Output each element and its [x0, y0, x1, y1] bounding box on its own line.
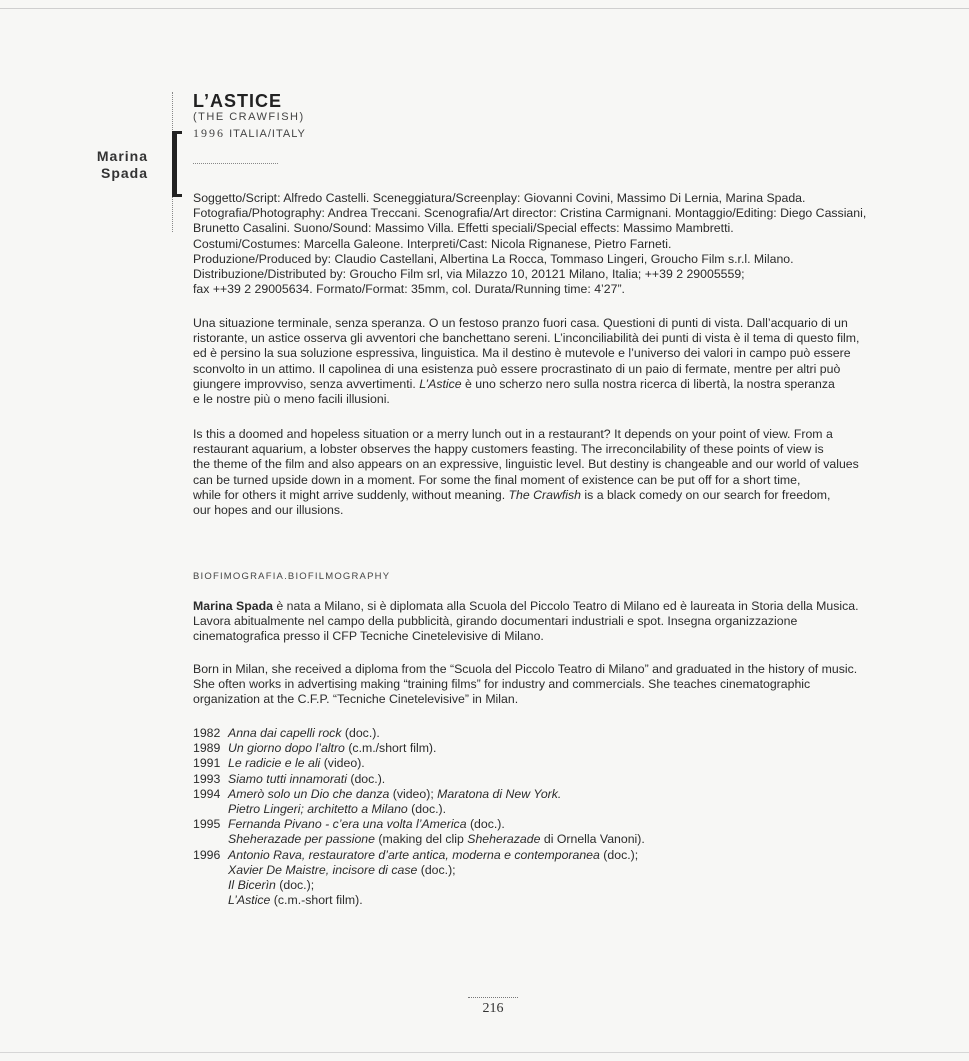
synopsis-text: while for others it might arrive suddenly, without meaning.	[193, 487, 509, 502]
bio-line: She often works in advertising making “training films” for industry and commercials. She teaches cinematographic	[193, 677, 811, 692]
filmography-title: Maratona di New York.	[437, 786, 562, 801]
credits-line: Fotografia/Photography: Andrea Treccani. Scenografia/Art director: Cristina Carmignani. Montaggio/Editing: Diego Cassiani,	[193, 206, 867, 221]
synopsis-line: ristorante, un astice osserva gli avventori che banchettano sereni. L’inconciliabilità dei punti di vista è il tema di questo film,	[193, 331, 860, 346]
filmography-entry	[193, 756, 913, 771]
page-number: 216	[482, 1001, 504, 1016]
filmography-note: (video);	[389, 786, 438, 801]
bio-line: Born in Milan, she received a diploma from the “Scuola del Piccolo Teatro di Milano” and graduated in the history of music.	[193, 662, 858, 676]
synopsis-italian	[193, 316, 913, 407]
filmography-note: (doc.).	[466, 817, 505, 832]
credits-block	[193, 191, 913, 297]
filmography-entry	[193, 863, 913, 878]
bio-text: è nata a Milano, si è diplomata alla Scuola del Piccolo Teatro di Milano ed è laureata in Storia della Musica.	[272, 599, 859, 613]
synopsis-line: ed è persino la sua soluzione espressiva, linguistica. Ma il destino è mutevole e l’universo dei valori in campo può essere	[193, 346, 851, 361]
filmography-title: Siamo tutti innamorati	[228, 771, 347, 786]
synopsis-line: e le nostre più o meno facili illusioni.	[193, 392, 390, 407]
top-rule	[0, 8, 969, 9]
credits-line: fax ++39 2 29005634. Formato/Format: 35mm, col. Durata/Running time: 4’27”.	[193, 282, 625, 297]
filmography-title: Sheherazade	[467, 832, 541, 847]
filmography-year: 1982	[193, 726, 221, 740]
synopsis-text: is a black comedy on our search for freedom,	[580, 487, 831, 502]
synopsis-english	[193, 427, 913, 518]
filmography-entry	[193, 741, 913, 756]
synopsis-line: the theme of the film and also appears on an expressive, linguistic level. But destiny is changeable and our world of values	[193, 457, 859, 472]
film-english-title: (THE CRAWFISH)	[193, 111, 305, 123]
synopsis-line	[193, 488, 913, 503]
filmography-note: (c.m./short film).	[344, 741, 437, 756]
filmography-year: 1993	[193, 771, 221, 786]
filmography-title: Un giorno dopo l’altro	[228, 741, 345, 756]
film-title-italic: L’Astice	[419, 376, 462, 391]
bio-line: cinematografica presso il CFP Tecniche Cinetelevisive di Milano.	[193, 629, 544, 644]
synopsis-line: sconvolto in un attimo. Il capolinea di una esistenza può essere procrastinato di un paio di fermate, mentre per altri può	[193, 361, 841, 376]
bio-name: Marina Spada	[193, 599, 273, 613]
credits-line: Soggetto/Script: Alfredo Castelli. Sceneggiatura/Screenplay: Giovanni Covini, Massimo Di Lernia, Marina Spada.	[193, 191, 806, 205]
director-name	[60, 148, 148, 182]
bracket-mark	[172, 131, 182, 197]
filmography-entry	[193, 893, 913, 908]
bio-line	[193, 599, 913, 614]
credits-line: Costumi/Costumes: Marcella Galeone. Interpreti/Cast: Nicola Rignanese, Pietro Farneti.	[193, 236, 672, 251]
filmography-entry	[193, 832, 913, 847]
filmography-list	[193, 726, 913, 908]
filmography-entry	[193, 878, 913, 893]
filmography-note: (doc.);	[417, 862, 456, 877]
filmography-title: Il Bicerìn	[228, 878, 276, 893]
filmography-title: Xavier De Maistre, incisore di case	[228, 862, 418, 877]
film-year-country	[193, 126, 306, 141]
bottom-rule	[0, 1052, 969, 1053]
filmography-note: (video).	[320, 756, 365, 771]
filmography-note: (doc.).	[346, 771, 386, 786]
film-year: 1996	[193, 126, 225, 140]
filmography-note: (doc.);	[275, 878, 315, 893]
synopsis-line: can be turned upside down in a moment. For some the final moment of existence can be put off for a short time,	[193, 472, 801, 487]
filmography-note: di Ornella Vanoni).	[540, 832, 645, 847]
page-number-dotted-rule	[468, 997, 518, 998]
synopsis-text: giungere improvviso, senza avvertimenti.	[193, 376, 420, 391]
film-title: L’ASTICE	[193, 91, 283, 111]
filmography-entry	[193, 772, 913, 787]
filmography-note: (doc.);	[599, 847, 639, 862]
filmography-title: Pietro Lingeri; architetto a Milano	[228, 802, 408, 817]
bio-line: Lavora abitualmente nel campo della pubblicità, girando documentari industriali e spot. Insegna organizzazione	[193, 614, 798, 629]
synopsis-line: Is this a doomed and hopeless situation or a merry lunch out in a restaurant? It depends on your point of view. From a	[193, 427, 833, 441]
filmography-title: L’Astice	[228, 893, 271, 908]
biography-english	[193, 662, 913, 708]
film-title-italic: The Crawfish	[508, 487, 581, 502]
filmography-year: 1989	[193, 741, 221, 756]
credits-line: Produzione/Produced by: Claudio Castellani, Albertina La Rocca, Tommaso Lingeri, Groucho Film s.r.l. Milano.	[193, 251, 794, 266]
synopsis-line: Una situazione terminale, senza speranza. O un festoso pranzo fuori casa. Questioni di punti di vista. Dall’acquario di un	[193, 316, 848, 330]
filmography-year: 1994	[193, 786, 221, 801]
filmography-year: 1996	[193, 847, 221, 862]
director-last-name: Spada	[100, 165, 148, 181]
synopsis-line: restaurant aquarium, a lobster observes the happy customers feasting. The irreconcilability of these points of view is	[193, 442, 824, 457]
bio-line: organization at the C.F.P. “Tecniche Cinetelevisive” in Milan.	[193, 692, 519, 707]
filmography-title: Anna dai capelli rock	[228, 726, 342, 740]
biography-italian	[193, 599, 913, 645]
filmography-entry	[193, 787, 913, 802]
synopsis-text: è uno scherzo nero sulla nostra ricerca di libertà, la nostra speranza	[461, 376, 835, 391]
director-first-name: Marina	[96, 148, 148, 164]
filmography-title: Sheherazade per passione	[228, 832, 375, 847]
filmography-title: Amerò solo un Dio che danza	[228, 786, 390, 801]
filmography-note: (making del clip	[375, 832, 468, 847]
heading-dotted-rule	[193, 163, 278, 164]
synopsis-line	[193, 377, 913, 392]
filmography-year: 1995	[193, 817, 221, 832]
filmography-title: Antonio Rava, restauratore d’arte antica, moderna e contemporanea	[228, 847, 600, 862]
film-country: ITALIA/ITALY	[229, 128, 306, 140]
filmography-entry	[193, 802, 913, 817]
filmography-note: (doc.).	[341, 726, 380, 740]
credits-line: Brunetto Casalini. Suono/Sound: Massimo Villa. Effetti speciali/Special effects: Massimo Mambretti.	[193, 221, 734, 236]
filmography-entry	[193, 817, 913, 832]
filmography-year: 1991	[193, 756, 221, 771]
filmography-entry	[193, 726, 913, 741]
filmography-title: Fernanda Pivano - c’era una volta l’America	[228, 817, 467, 832]
filmography-note: (c.m.-short film).	[270, 893, 363, 908]
filmography-note: (doc.).	[407, 802, 447, 817]
credits-line: Distribuzione/Distributed by: Groucho Film srl, via Milazzo 10, 20121 Milano, Italia; ++39 2 29005559;	[193, 267, 745, 282]
filmography-title: Le radicie e le ali	[228, 756, 321, 771]
biofilmography-heading: BIOFIMOGRAFIA.BIOFILMOGRAPHY	[193, 571, 391, 582]
filmography-entry	[193, 848, 913, 863]
synopsis-line: our hopes and our illusions.	[193, 503, 344, 518]
